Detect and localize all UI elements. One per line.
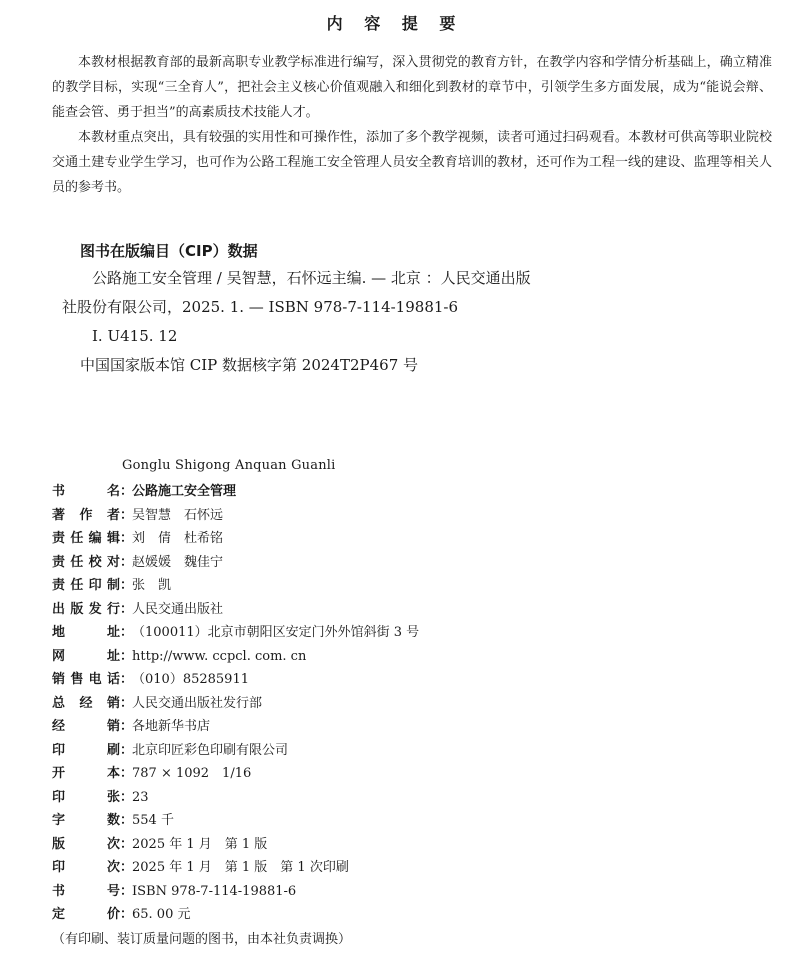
pinyin-title: Gonglu Shigong Anquan Guanli: [122, 458, 336, 473]
info-label-char: 者: [106, 507, 120, 523]
info-label: [52, 574, 120, 598]
info-colon: ：: [120, 860, 134, 875]
info-value: 人民交通出版社发行部: [132, 695, 263, 711]
info-label-char: 次: [106, 836, 120, 852]
info-value: 赵媛媛 魏佳宁: [132, 554, 224, 570]
info-label-char: 责: [52, 531, 66, 546]
info-label-char: 字: [52, 813, 66, 828]
info-value: 65. 00 元: [132, 907, 191, 922]
info-label-char: 著: [52, 507, 66, 523]
info-colon: ：: [120, 507, 134, 523]
info-row: [52, 574, 752, 598]
info-label-char: 版: [70, 601, 84, 617]
info-value: 各地新华书店: [132, 719, 211, 734]
info-colon: ：: [120, 625, 134, 640]
info-label: [52, 480, 120, 504]
info-label-char: 辑: [106, 531, 120, 546]
info-label-char: 校: [88, 554, 102, 570]
info-label: [52, 856, 120, 880]
page-title: 内 容 提 要: [326, 14, 464, 33]
info-label: [52, 668, 120, 692]
info-label-char: 任: [70, 578, 84, 593]
info-label-char: 电: [88, 672, 102, 687]
info-label-char: 书: [52, 484, 66, 499]
info-value: 张 凯: [132, 578, 172, 593]
info-label-char: 任: [70, 554, 84, 570]
info-colon: ：: [120, 554, 134, 570]
info-row: [52, 645, 752, 669]
info-label: [52, 833, 120, 857]
info-value: 2025 年 1 月 第 1 版: [132, 836, 268, 852]
info-label-char: 对: [106, 554, 120, 570]
info-colon: ：: [120, 883, 134, 899]
info-label-char: 印: [88, 578, 102, 593]
cip-heading: 图书在版编目（CIP）数据: [80, 242, 258, 260]
info-row: [52, 762, 752, 786]
info-label: [52, 551, 120, 575]
info-label-char: 号: [106, 883, 120, 899]
info-label-char: 次: [106, 860, 120, 875]
info-row: [52, 480, 752, 504]
info-colon: ：: [120, 695, 134, 711]
info-label: [52, 903, 120, 927]
info-label: [52, 809, 120, 833]
info-value: 2025 年 1 月 第 1 版 第 1 次印刷: [132, 860, 349, 875]
info-row: [52, 692, 752, 716]
info-value: http://www. ccpcl. com. cn: [132, 648, 307, 664]
info-label-char: 作: [79, 507, 93, 523]
publication-info: [52, 480, 752, 927]
info-label-char: 售: [70, 672, 84, 687]
info-label-char: 价: [106, 907, 120, 922]
info-label-char: 编: [88, 531, 102, 546]
info-row: [52, 598, 752, 622]
info-label-char: 责: [52, 554, 66, 570]
info-label-char: 址: [106, 648, 120, 664]
info-label: [52, 715, 120, 739]
info-label-char: 地: [52, 625, 66, 640]
info-value: 吴智慧 石怀远: [132, 507, 224, 523]
info-label-char: 销: [52, 672, 66, 687]
info-colon: ：: [120, 836, 134, 852]
quality-note: （有印刷、装订质量问题的图书，由本社负责调换）: [52, 932, 352, 947]
info-row: [52, 668, 752, 692]
info-value: 刘 倩 杜希铭: [132, 531, 224, 546]
info-row: [52, 786, 752, 810]
content-summary: [52, 50, 772, 200]
cip-classification: Ⅰ. U415. 12: [92, 327, 178, 345]
info-label-char: 制: [106, 578, 120, 593]
info-label-char: 张: [106, 789, 120, 805]
info-row: [52, 551, 752, 575]
info-value: 787 × 1092 1/16: [132, 766, 252, 781]
info-label: [52, 645, 120, 669]
info-row: [52, 833, 752, 857]
info-colon: ：: [120, 742, 134, 758]
info-colon: ：: [120, 531, 134, 546]
info-row: [52, 739, 752, 763]
info-value: 人民交通出版社: [132, 601, 224, 617]
info-colon: ：: [120, 907, 134, 922]
info-colon: ：: [120, 601, 134, 617]
info-label: [52, 692, 120, 716]
info-colon: ：: [120, 484, 134, 499]
info-colon: ：: [120, 578, 134, 593]
info-label-char: 经: [79, 695, 93, 711]
info-label-char: 经: [52, 719, 66, 734]
info-label-char: 印: [52, 860, 66, 875]
info-label: [52, 527, 120, 551]
info-label-char: 发: [88, 601, 102, 617]
info-colon: ：: [120, 648, 134, 664]
info-row: [52, 527, 752, 551]
info-label-char: 销: [106, 695, 120, 711]
info-row: [52, 809, 752, 833]
summary-paragraph: 本教材重点突出，具有较强的实用性和可操作性，添加了多个教学视频，读者可通过扫码观看。本教材可供高等职业院校交通土建专业学生学习，也可作为公路工程施工安全管理人员安全教育培训的教材，还可作为工程一线的建设、监理等相关人员的参考书。: [52, 130, 772, 195]
info-value: 公路施工安全管理: [132, 484, 237, 499]
info-label-char: 数: [106, 813, 120, 828]
info-label-char: 责: [52, 578, 66, 593]
info-label: [52, 621, 120, 645]
info-colon: ：: [120, 813, 134, 828]
cip-record: 中国国家版本馆 CIP 数据核字第 2024T2P467 号: [80, 356, 419, 374]
info-row: [52, 504, 752, 528]
info-row: [52, 715, 752, 739]
info-value: ISBN 978-7-114-19881-6: [132, 883, 297, 899]
info-label-char: 印: [52, 789, 66, 805]
info-value: 23: [132, 789, 149, 805]
info-label-char: 销: [106, 719, 120, 734]
info-label: [52, 762, 120, 786]
info-label: [52, 598, 120, 622]
info-value: 554 千: [132, 813, 174, 828]
info-label-char: 书: [52, 883, 66, 899]
info-label-char: 本: [106, 766, 120, 781]
info-label-char: 刷: [106, 742, 120, 758]
info-label-char: 任: [70, 531, 84, 546]
info-label: [52, 880, 120, 904]
info-colon: ：: [120, 672, 134, 687]
info-label-char: 印: [52, 742, 66, 758]
info-label-char: 话: [106, 672, 120, 687]
info-colon: ：: [120, 719, 134, 734]
info-label: [52, 739, 120, 763]
info-label-char: 名: [106, 484, 120, 499]
info-label-char: 出: [52, 601, 66, 617]
info-colon: ：: [120, 789, 134, 805]
info-label-char: 版: [52, 836, 66, 852]
info-label-char: 址: [106, 625, 120, 640]
info-row: [52, 880, 752, 904]
info-label-char: 行: [106, 601, 120, 617]
info-label: [52, 786, 120, 810]
info-value: （100011）北京市朝阳区安定门外外馆斜街 3 号: [132, 625, 420, 640]
info-label-char: 总: [52, 695, 66, 711]
summary-paragraph: 本教材根据教育部的最新高职专业教学标准进行编写，深入贯彻党的教育方针，在教学内容和学情分析基础上，确立精准的教学目标，实现“三全育人”，把社会主义核心价值观融入和细化到教材的章节中，引领学生多方面发展，成为“能说会辩、能查会管、勇于担当”的高素质技术技能人才。: [52, 55, 772, 120]
info-row: [52, 856, 752, 880]
cip-body: 公路施工安全管理 / 吴智慧，石怀远主编. — 北京 ：人民交通出版社股份有限公司，2025. 1. — ISBN 978-7-114-19881-6: [62, 269, 531, 316]
info-label-char: 定: [52, 907, 66, 922]
cip-block: [62, 240, 552, 380]
info-row: [52, 621, 752, 645]
info-label: [52, 504, 120, 528]
info-value: 北京印匠彩色印刷有限公司: [132, 742, 289, 758]
info-label-char: 开: [52, 766, 66, 781]
info-colon: ：: [120, 766, 134, 781]
info-label-char: 网: [52, 648, 66, 664]
info-row: [52, 903, 752, 927]
info-value: （010）85285911: [132, 672, 249, 687]
